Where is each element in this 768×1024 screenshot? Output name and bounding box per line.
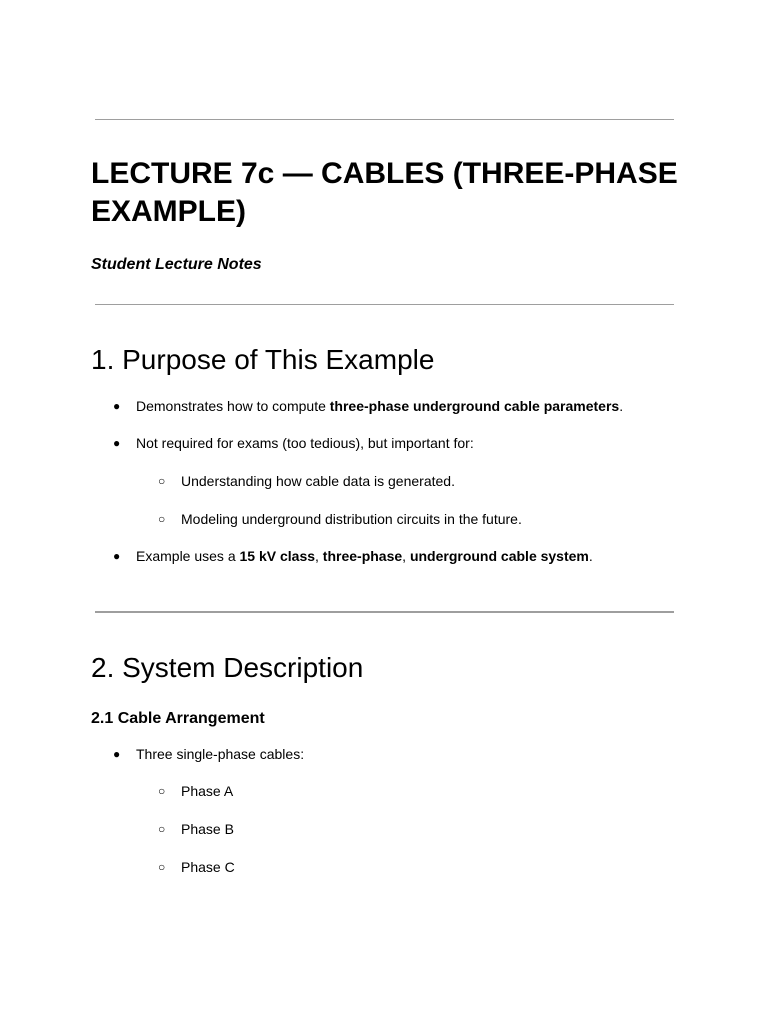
bullet-hollow-icon: ○ [158, 512, 166, 526]
sub-list-item: Phase A [181, 783, 234, 799]
list-item: Three single-phase cables: [136, 746, 305, 762]
list-item: Example uses a 15 kV class, three-phase, underground cable system. [136, 548, 593, 564]
subsection-heading-cable-arrangement: 2.1 Cable Arrangement [91, 710, 265, 727]
horizontal-rule [95, 304, 674, 305]
list-item: Demonstrates how to compute three-phase underground cable parameters. [136, 398, 624, 414]
sub-list-item: Phase C [181, 859, 235, 875]
sub-list-item: Modeling underground distribution circuits in the future. [181, 511, 522, 527]
document-title: LECTURE 7c — CABLES (THREE-PHASE EXAMPLE) [91, 157, 678, 228]
document-subtitle: Student Lecture Notes [91, 256, 262, 273]
horizontal-rule [95, 611, 674, 613]
bullet-filled-icon: ● [113, 436, 121, 450]
bullet-hollow-icon: ○ [158, 822, 166, 836]
section-heading-purpose: 1. Purpose of This Example [91, 344, 435, 375]
bold-text: underground cable system [409, 548, 589, 564]
list-item: Not required for exams (too tedious), but important for: [136, 435, 474, 451]
bold-text: 15 kV class [239, 548, 316, 564]
horizontal-rule [95, 119, 674, 120]
sub-list-item: Understanding how cable data is generated. [181, 473, 455, 489]
bullet-hollow-icon: ○ [158, 784, 166, 798]
sub-list-item: Phase B [181, 821, 234, 837]
bullet-filled-icon: ● [113, 399, 121, 413]
section-heading-system-description: 2. System Description [91, 652, 364, 683]
bullet-filled-icon: ● [113, 747, 121, 761]
bold-text: three-phase [322, 548, 403, 564]
bullet-hollow-icon: ○ [158, 474, 166, 488]
bold-text: three-phase underground cable parameters [329, 398, 620, 414]
bullet-hollow-icon: ○ [158, 860, 166, 874]
bullet-filled-icon: ● [113, 549, 121, 563]
